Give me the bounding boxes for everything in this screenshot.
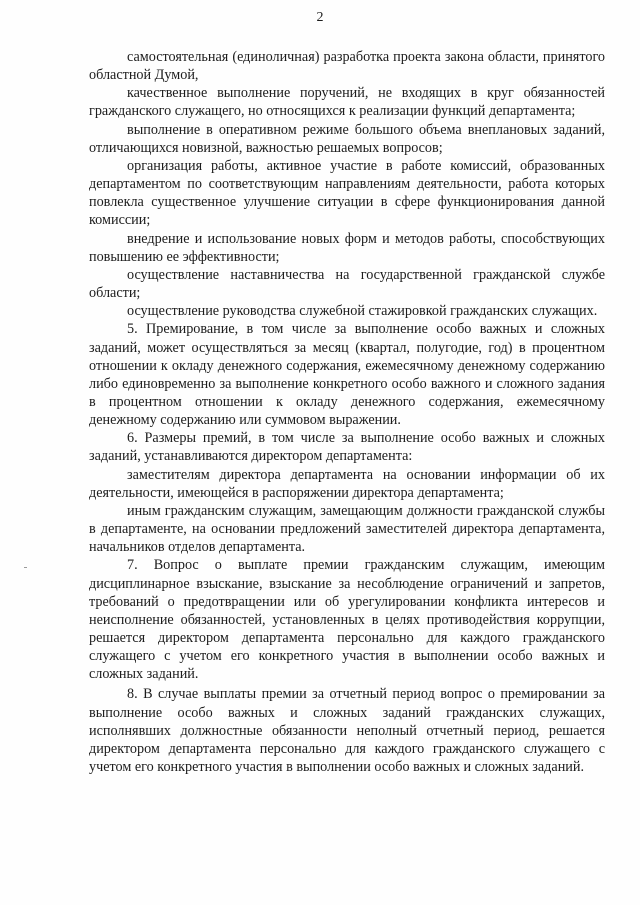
paragraph-item-7: 7. Вопрос о выплате премии гражданским служащим, имеющим дисциплинарное взыскание, взыскание за несоблюдение ограничений и запретов, требований о предотвращении или об урегулировании конфликта интересов и неисполнение обязанностей, установленных в целях противодействия коррупции, решается директором департамента персонально для каждого гражданского служащего с учетом его конкретного участия в выполнении особо важных и сложных заданий.: [89, 557, 605, 683]
paragraph-new-methods: внедрение и использование новых форм и методов работы, способствующих повышению ее эффективности;: [89, 230, 605, 265]
paragraph-quality-orders: качественное выполнение поручений, не входящих в круг обязанностей гражданского служащего, но относящихся к реализации функций департамента;: [89, 85, 605, 120]
paragraph-commissions: организация работы, активное участие в работе комиссий, образованных департаментом по соответствующим направлениям деятельности, работа которых повлекла существенное улучшение ситуации в сфере функционирования данной комиссии;: [89, 157, 605, 229]
paragraph-item-8: 8. В случае выплаты премии за отчетный период вопрос о премировании за выполнение особо важных и сложных заданий гражданских служащих, исполнявших должностные обязанности неполный отчетный период, решается директором департамента персонально для каждого гражданского служащего с учетом его конкретного участия в выполнении особо важных и сложных заданий.: [89, 686, 605, 776]
paragraph-draft-law: самостоятельная (единоличная) разработка проекта закона области, принятого областной Думой,: [89, 49, 605, 84]
paragraph-item-6: 6. Размеры премий, в том числе за выполнение особо важных и сложных заданий, устанавливаются директором департамента:: [89, 430, 605, 465]
paragraph-unplanned-tasks: выполнение в оперативном режиме большого объема внеплановых заданий, отличающихся новизной, важностью решаемых вопросов;: [89, 121, 605, 156]
paragraph-item-5: 5. Премирование, в том числе за выполнение особо важных и сложных заданий, может осуществляться за месяц (квартал, полугодие, год) в процентном отношении к окладу денежного содержания, ежемесячному денежному содержанию либо единовременно за выполнение конкретного особо важного и сложного задания в процентном отношении к окладу денежного содержания, ежемесячному денежному содержанию или суммовом выражении.: [89, 321, 605, 429]
paragraph-deputies: заместителям директора департамента на основании информации об их деятельности, имеющейся в распоряжении директора департамента;: [89, 466, 605, 501]
page-number: 2: [316, 10, 324, 25]
paragraph-internship: осуществление руководства служебной стажировкой гражданских служащих.: [127, 303, 598, 320]
paragraph-other-servants: иным гражданским служащим, замещающим должности гражданской службы в департаменте, на основании предложений заместителей директора департамента, начальников отделов департамента.: [89, 502, 605, 556]
scan-mark: [24, 567, 27, 568]
paragraph-mentoring: осуществление наставничества на государственной гражданской службе области;: [89, 266, 605, 302]
document-body: [89, 48, 605, 776]
